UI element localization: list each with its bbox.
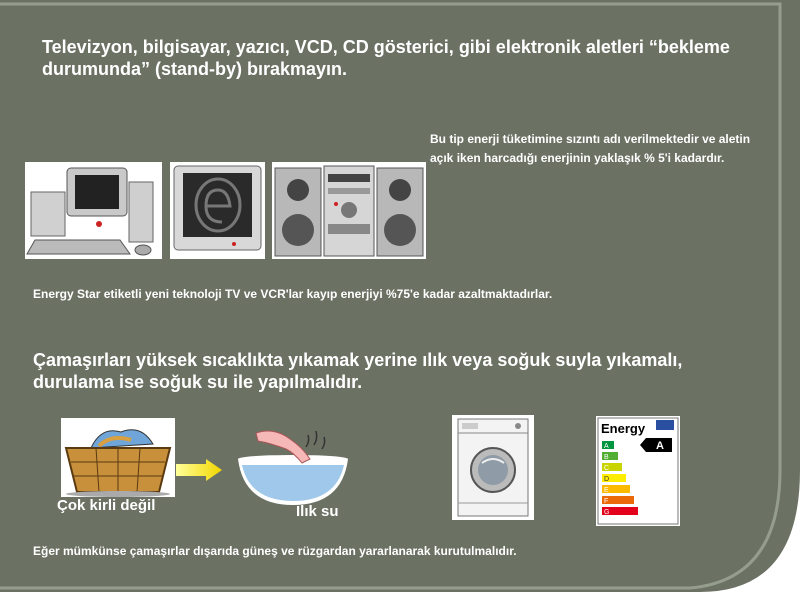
- caption-not-dirty: Çok kirli değil: [57, 497, 156, 514]
- right-arrow-icon: [176, 459, 222, 481]
- washing-heading: Çamaşırları yüksek sıcaklıkta yıkamak yerine ılık veya soğuk suyla yıkamalı, durulama ise soğuk su ile yapılmalıdır.: [33, 350, 683, 392]
- laundry-basket-image: [61, 418, 175, 497]
- standby-note: Bu tip enerji tüketimine sızıntı adı verilmektedir ve aletin açık iken harcadığı enerjinin yaklaşık % 5'i kadardır.: [430, 132, 751, 165]
- energy-class-g: G: [604, 509, 610, 516]
- energy-class-d: D: [604, 476, 610, 483]
- energy-class-e: E: [604, 487, 609, 494]
- energy-label-image: [596, 416, 680, 526]
- drying-text: Eğer mümkünse çamaşırlar dışarıda güneş ve rüzgardan yararlanarak kurutulmalıdır.: [33, 544, 517, 558]
- washing-machine-image: [452, 415, 534, 520]
- energy-rating-indicator: A: [656, 440, 664, 452]
- energy-star-text: Energy Star etiketli yeni teknoloji TV ve VCR'lar kayıp enerjiyi %75'e kadar azaltmaktadırlar.: [33, 287, 553, 301]
- energy-class-c: C: [604, 465, 610, 472]
- caption-warm-water: Ilık su: [296, 503, 339, 520]
- energy-class-a: A: [604, 443, 609, 450]
- warm-water-bowl-image: [236, 425, 350, 511]
- energy-class-f: F: [604, 498, 609, 505]
- slide-title: Televizyon, bilgisayar, yazıcı, VCD, CD gösterici, gibi elektronik aletleri “bekleme durumunda” (stand-by) bırakmayın.: [42, 37, 730, 79]
- monitor-image: [170, 162, 265, 259]
- energy-class-b: B: [604, 454, 609, 461]
- energy-label-title: Energy: [601, 421, 646, 436]
- computer-image: [25, 162, 162, 259]
- stereo-image: [272, 162, 426, 259]
